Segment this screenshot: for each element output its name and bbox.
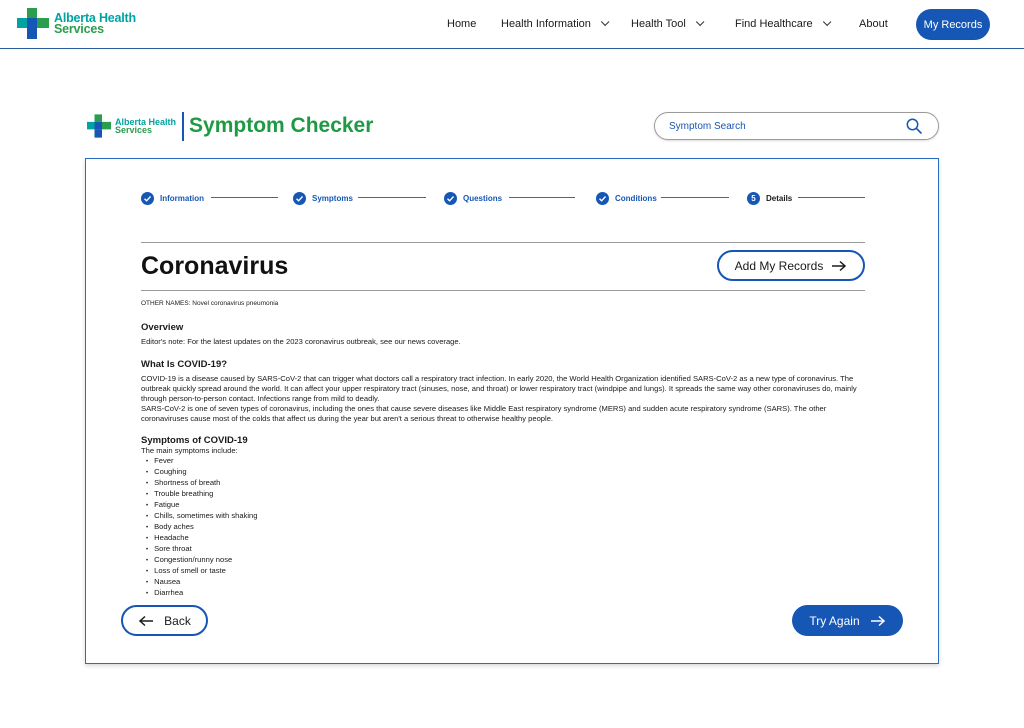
- overview-text: Editor's note: For the latest updates on the 2023 coronavirus outbreak, see our news coverage.: [141, 337, 461, 346]
- try-again-button[interactable]: [792, 605, 903, 636]
- chevron-down-icon: [601, 18, 609, 26]
- step-label: Questions: [463, 193, 503, 203]
- step-information[interactable]: [141, 190, 204, 206]
- condition-title: Coronavirus: [141, 252, 289, 280]
- check-icon: [141, 192, 154, 205]
- my-records-label: My Records: [923, 18, 983, 31]
- symptom-checker-header: [87, 111, 373, 141]
- nav-find-healthcare[interactable]: [735, 0, 828, 48]
- nav-about-label: About: [859, 18, 888, 30]
- what-is-heading: What Is COVID-19?: [141, 359, 228, 370]
- ahs-cross-logo-icon: [17, 8, 49, 39]
- step-connector: [211, 197, 278, 198]
- brand-wordmark-small: [115, 118, 176, 134]
- step-connector: [509, 197, 575, 198]
- ahs-logo[interactable]: [17, 8, 136, 39]
- step-symptoms[interactable]: [293, 190, 353, 206]
- symptoms-heading: Symptoms of COVID-19: [141, 435, 248, 446]
- my-records-button[interactable]: [916, 9, 990, 40]
- step-label: Information: [160, 193, 204, 203]
- list-item: • Headache: [146, 533, 867, 544]
- step-connector: [661, 197, 729, 198]
- nav-health-information[interactable]: [501, 0, 606, 48]
- nav-home-label: Home: [447, 18, 477, 30]
- list-item: • Nausea: [146, 577, 867, 588]
- nav-home[interactable]: [447, 0, 476, 48]
- check-icon: [596, 192, 609, 205]
- search-icon[interactable]: [906, 118, 922, 134]
- nav-health-tool-label: Health Tool: [631, 18, 686, 30]
- add-my-records-label: Add My Records: [734, 258, 824, 273]
- step-connector: [798, 197, 865, 198]
- header-divider: [182, 112, 184, 141]
- list-item: • Trouble breathing: [146, 489, 867, 500]
- brand-line-1: Alberta Health: [115, 117, 177, 127]
- add-my-records-button[interactable]: [717, 250, 865, 281]
- brand-wordmark: [54, 10, 136, 36]
- symptoms-list: [141, 456, 867, 599]
- what-is-text-2: SARS-CoV-2 is one of seven types of coronavirus, including the ones that cause severe diseases like Middle East respiratory syndrome (MERS) and sudden acute respiratory syndrome (SARS). The other coronaviruses cause most of the colds that affect us during the year but aren't a serious threat to otherwise healthy people.: [141, 404, 827, 423]
- list-item: • Coughing: [146, 467, 867, 478]
- progress-steps: [141, 190, 865, 206]
- list-item: • Diarrhea: [146, 588, 867, 599]
- list-item: • Sore throat: [146, 544, 867, 555]
- top-navigation: [0, 0, 1024, 49]
- chevron-down-icon: [696, 18, 704, 26]
- back-label: Back: [164, 613, 191, 628]
- brand-line-2: Services: [115, 125, 153, 135]
- nav-find-healthcare-label: Find Healthcare: [735, 18, 813, 30]
- page-title: Symptom Checker: [189, 114, 374, 137]
- step-number: 5: [751, 193, 756, 203]
- list-item: • Loss of smell or taste: [146, 566, 867, 577]
- nav-about[interactable]: [859, 0, 888, 48]
- ahs-cross-logo-icon: [87, 114, 111, 138]
- step-conditions[interactable]: [596, 190, 657, 206]
- arrow-right-icon: [831, 260, 847, 272]
- back-button[interactable]: [121, 605, 208, 636]
- step-label: Conditions: [615, 193, 657, 203]
- check-icon: [293, 192, 306, 205]
- brand-line-2: Services: [54, 21, 104, 36]
- chevron-down-icon: [823, 18, 831, 26]
- list-item: • Chills, sometimes with shaking: [146, 511, 867, 522]
- other-names: OTHER NAMES: Novel coronavirus pneumonia: [141, 300, 279, 307]
- brand-line-1: Alberta Health: [54, 10, 136, 25]
- list-item: • Congestion/runny nose: [146, 555, 867, 566]
- symptom-search-box[interactable]: [654, 112, 939, 140]
- arrow-right-icon: [870, 615, 886, 627]
- what-is-text: COVID-19 is a disease caused by SARS-CoV-2 that can trigger what doctors call a respiratory tract infection. In early 2020, the World Health Organization identified SARS-CoV-2 as a new type of coronavirus. The outbreak quickly spread around the world. It can affect your upper respiratory tract (sinuses, nose, and throat) or lower respiratory tract (windpipe and lungs). It spreads the same way other coronaviruses do, mainly through person-to-person contact. Infections range from mild to deadly.: [141, 374, 857, 403]
- arrow-left-icon: [138, 615, 154, 627]
- step-connector: [358, 197, 426, 198]
- step-questions[interactable]: [444, 190, 502, 206]
- list-item: • Fatigue: [146, 500, 867, 511]
- step-number-badge: [747, 192, 760, 205]
- symptom-search-input[interactable]: [669, 119, 889, 134]
- nav-health-information-label: Health Information: [501, 18, 591, 30]
- title-top-divider: [141, 242, 865, 243]
- try-again-label: Try Again: [809, 613, 860, 628]
- step-label: Symptoms: [312, 193, 353, 203]
- list-item: • Body aches: [146, 522, 867, 533]
- step-details[interactable]: [747, 190, 792, 206]
- check-icon: [444, 192, 457, 205]
- list-item: • Fever: [146, 456, 867, 467]
- overview-heading: Overview: [141, 322, 184, 333]
- title-bottom-divider: [141, 290, 865, 291]
- symptoms-intro: The main symptoms include:: [141, 446, 238, 455]
- list-item: • Shortness of breath: [146, 478, 867, 489]
- condition-details: [141, 299, 867, 599]
- nav-health-tool[interactable]: [631, 0, 701, 48]
- step-label: Details: [766, 193, 793, 203]
